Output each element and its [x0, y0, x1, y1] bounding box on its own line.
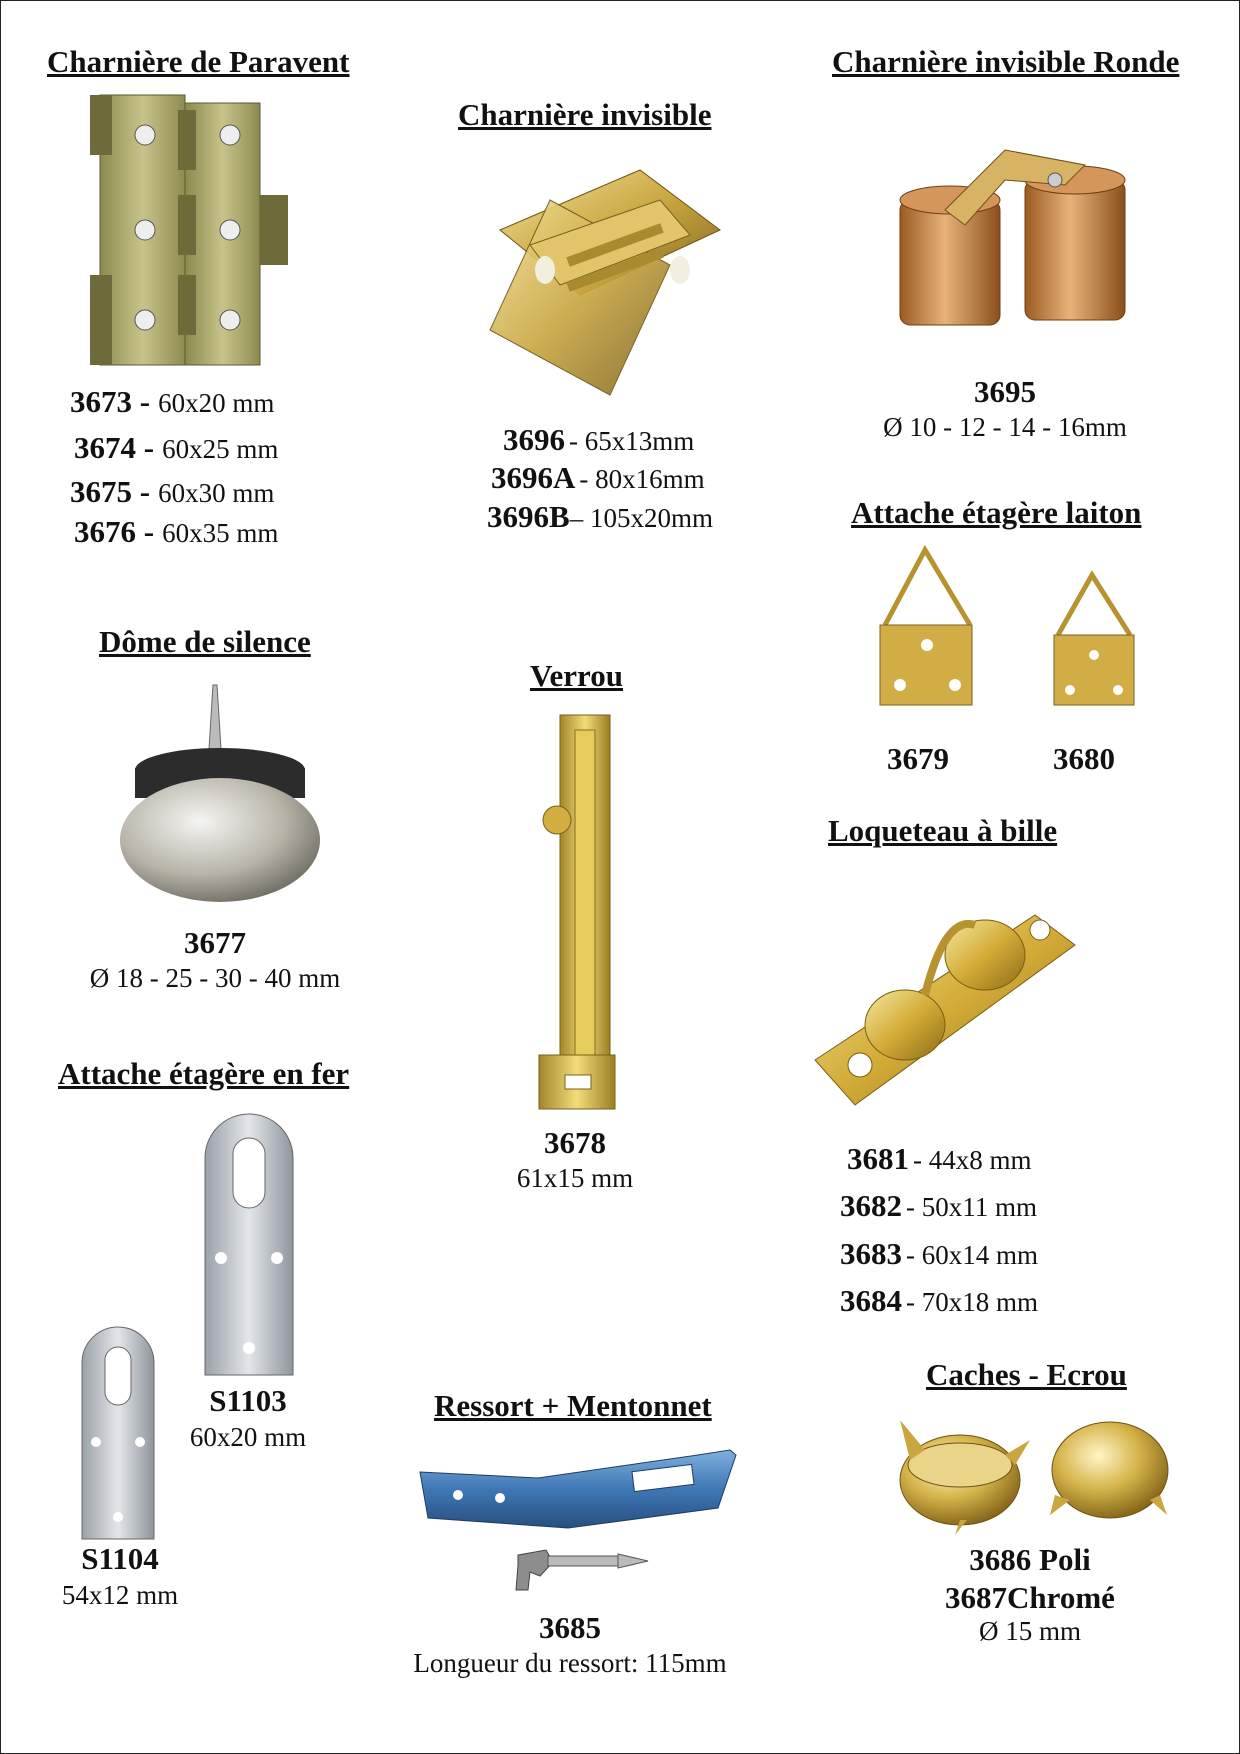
verrou-dim: 61x15 mm [516, 1163, 634, 1193]
caches-title: Caches - Ecrou [926, 1357, 1127, 1392]
ressort-dim: Longueur du ressort: 115mm [413, 1648, 727, 1678]
dome-code: 3677 [184, 925, 246, 960]
paravent-row: 3673 - 60x20 mm [70, 384, 275, 419]
loqueteau-row: 3682 - 50x11 mm [840, 1188, 1037, 1223]
round-hinge-image [895, 140, 1135, 330]
invisible-row: 3696A - 80x16mm [491, 460, 705, 495]
verrou-title: Verrou [530, 658, 623, 693]
nut-covers-image [895, 1420, 1170, 1535]
loqueteau-title: Loqueteau à bille [828, 813, 1058, 848]
invisible-hinge-image [490, 170, 730, 395]
ball-catch-image [815, 875, 1075, 1115]
brass-bracket-small-image [1052, 570, 1137, 710]
verrou-code: 3678 [544, 1125, 606, 1160]
invisible-row: 3696B– 105x20mm [487, 499, 713, 534]
invisible-row: 3696 - 65x13mm [503, 422, 695, 457]
ressort-title: Ressort + Mentonnet [434, 1388, 712, 1423]
dome-title: Dôme de silence [99, 624, 311, 659]
paravent-row: 3675 - 60x30 mm [70, 474, 275, 509]
loqueteau-row: 3684 - 70x18 mm [840, 1283, 1038, 1318]
caches-dim: Ø 15 mm [978, 1616, 1081, 1646]
laiton-code-2: 3680 [1053, 741, 1115, 776]
laiton-code-1: 3679 [887, 741, 949, 776]
brass-bracket-large-image [875, 545, 980, 710]
paravent-title: Charnière de Paravent [47, 44, 350, 79]
invisible-title: Charnière invisible [458, 97, 712, 132]
fer-code-2: S1104 [81, 1541, 159, 1576]
iron-bracket-small-image [80, 1327, 156, 1542]
fer-title: Attache étagère en fer [58, 1056, 350, 1091]
paravent-row: 3674 - 60x25 mm [74, 430, 279, 465]
dome-dim: Ø 18 - 25 - 30 - 40 mm [89, 963, 341, 993]
fer-code-1: S1103 [209, 1383, 287, 1418]
ressort-code: 3685 [539, 1610, 601, 1645]
paravent-row: 3676 - 60x35 mm [74, 514, 279, 549]
paravent-hinge-image [90, 95, 300, 370]
ronde-dim: Ø 10 - 12 - 14 - 16mm [883, 412, 1127, 442]
fer-dim-2: 54x12 mm [61, 1580, 179, 1610]
iron-bracket-large-image [203, 1113, 295, 1378]
laiton-title: Attache étagère laiton [851, 495, 1142, 530]
ronde-code: 3695 [974, 374, 1036, 409]
ronde-title: Charnière invisible Ronde [832, 44, 1180, 79]
caches-line-1: 3686 Poli [969, 1542, 1091, 1577]
silence-dome-image [115, 680, 325, 920]
fer-dim-1: 60x20 mm [189, 1422, 307, 1452]
loqueteau-row: 3681 - 44x8 mm [847, 1141, 1032, 1176]
spring-image [418, 1450, 738, 1620]
bolt-image [535, 715, 625, 1115]
caches-line-2: 3687Chromé [945, 1580, 1115, 1615]
loqueteau-row: 3683 - 60x14 mm [840, 1236, 1038, 1271]
